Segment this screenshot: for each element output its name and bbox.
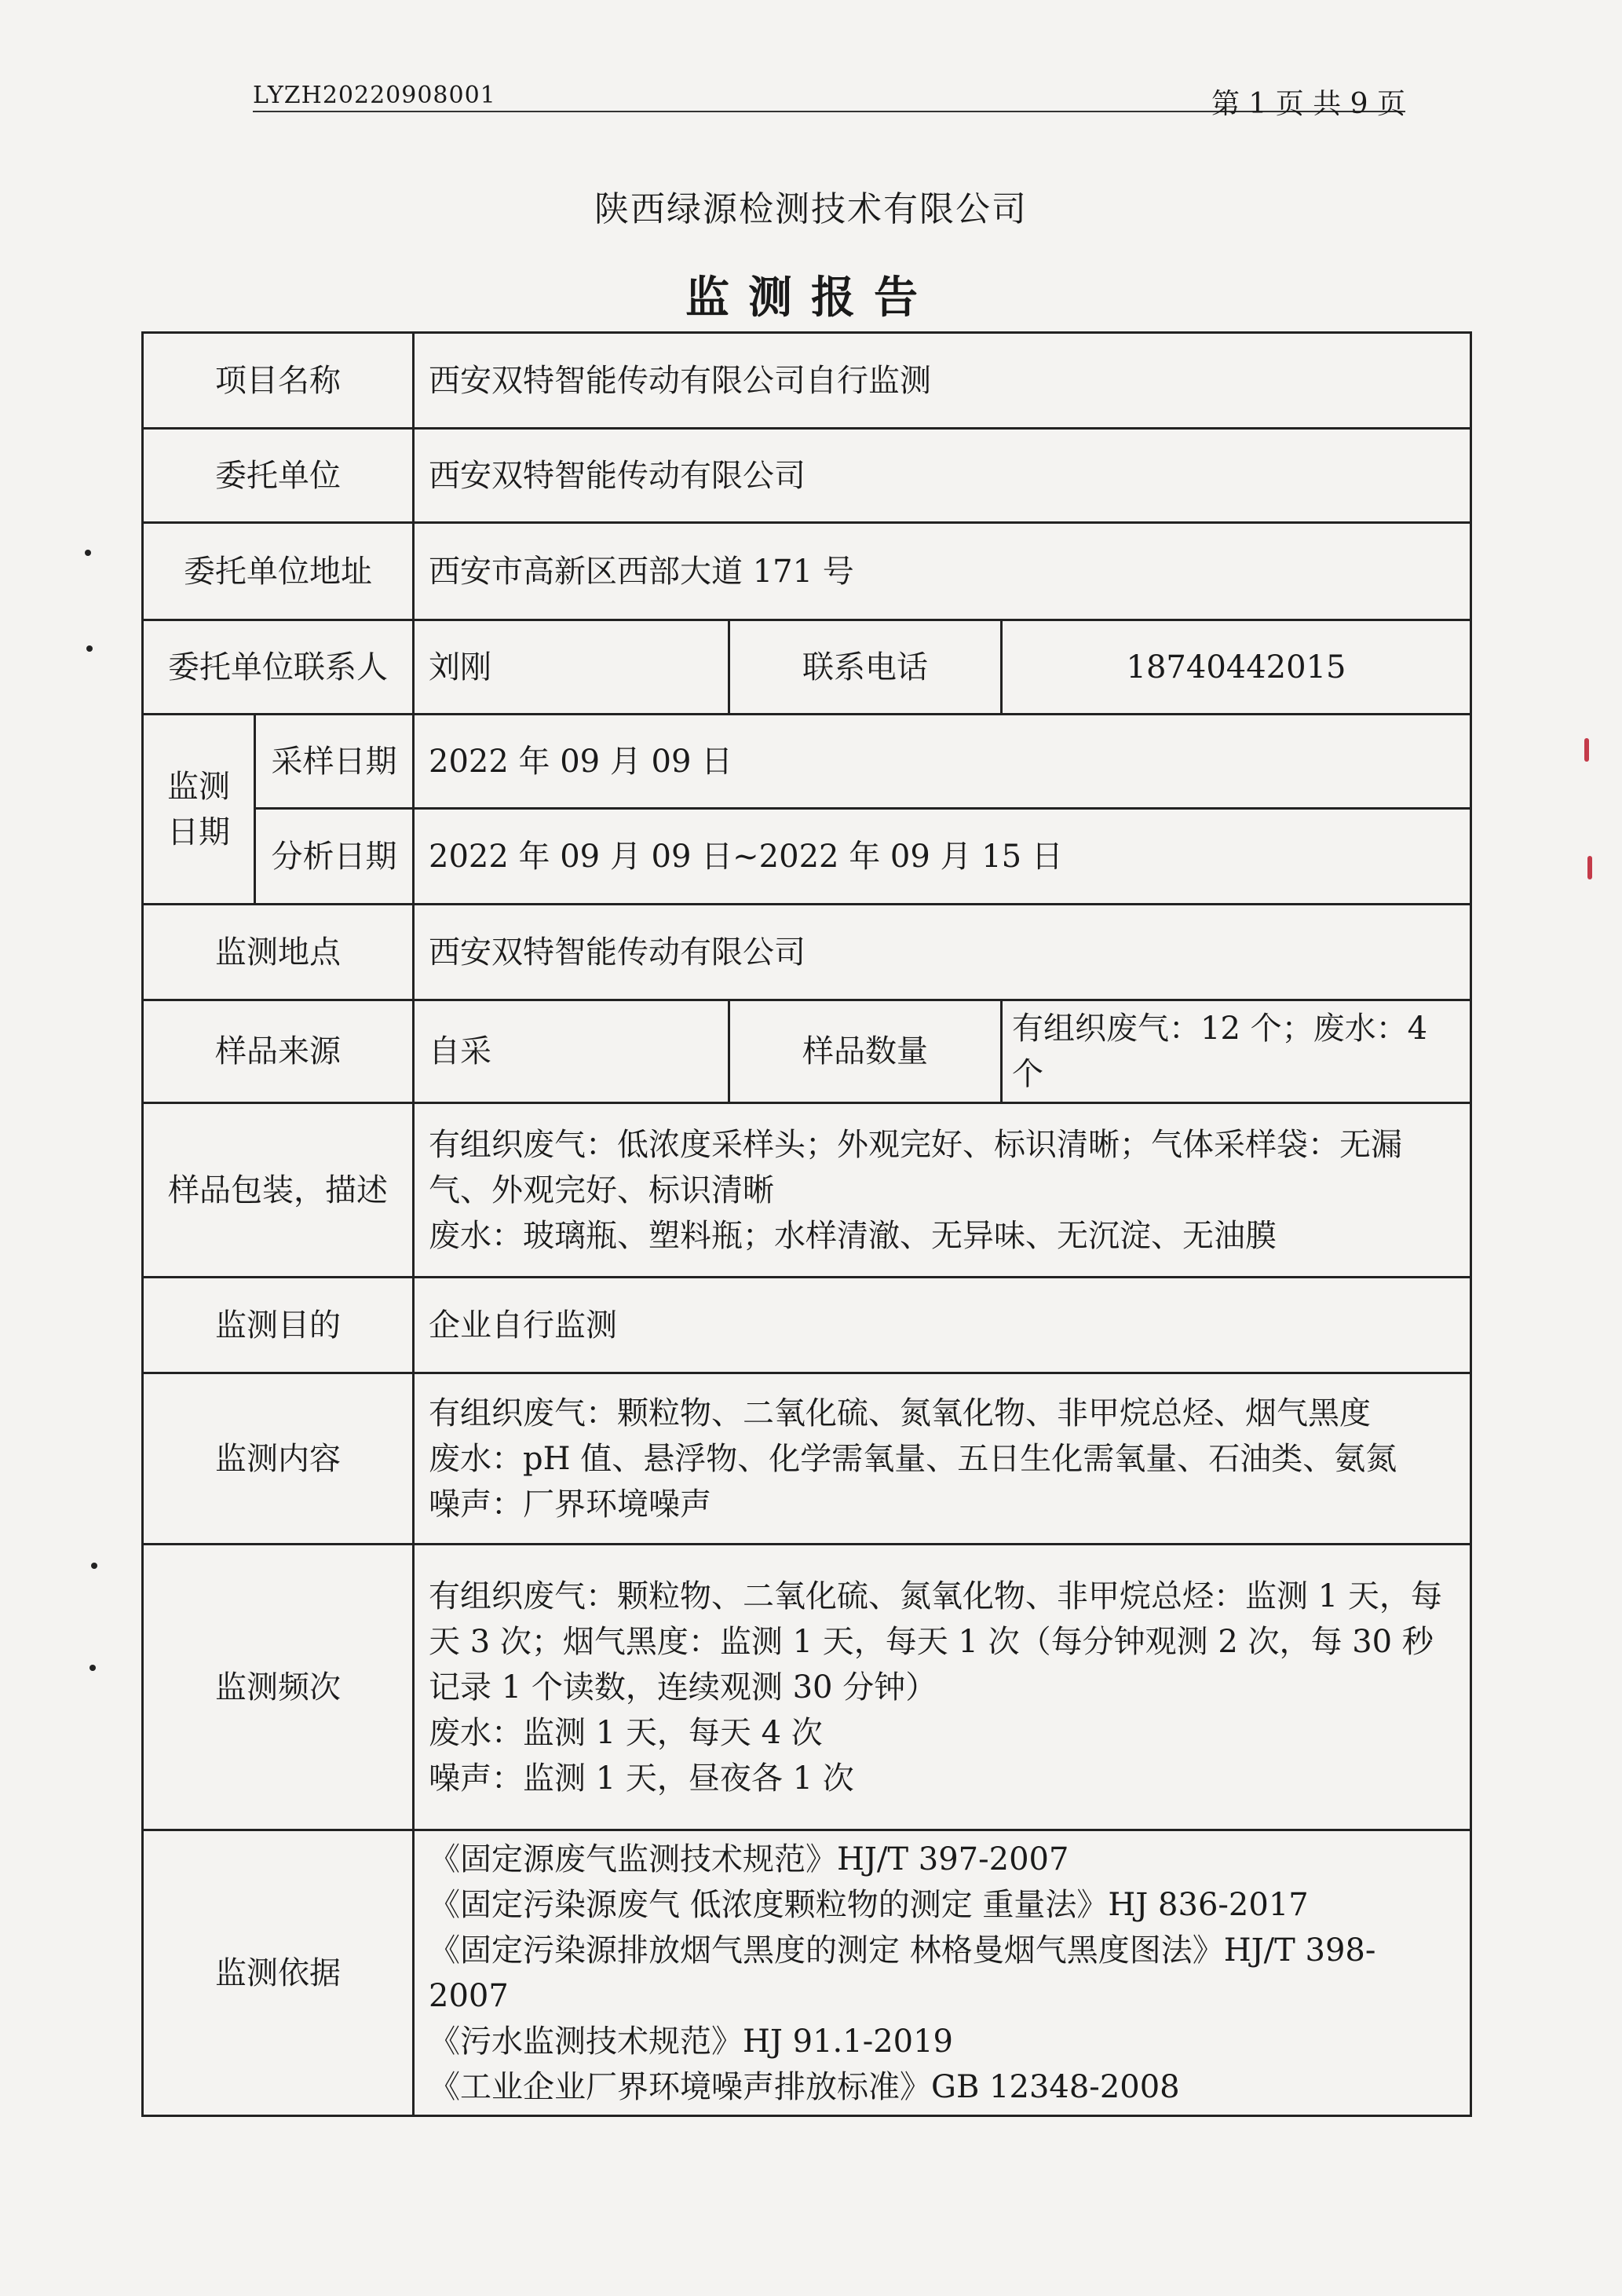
content-line: 有组织废气：颗粒物、二氧化硫、氮氧化物、非甲烷总烃、烟气黑度 xyxy=(429,1395,1371,1431)
row-purpose xyxy=(143,1278,1471,1373)
analysis-date-label: 分析日期 xyxy=(255,809,414,905)
client-address-value: 西安市高新区西部大道 171 号 xyxy=(414,523,1471,620)
basis-line: 《固定污染源排放烟气黑度的测定 林格曼烟气黑度图法》HJ/T 398-2007 xyxy=(429,1932,1376,2014)
client-label: 委托单位 xyxy=(143,429,414,523)
phone-label: 联系电话 xyxy=(729,620,1002,715)
client-value: 西安双特智能传动有限公司 xyxy=(414,429,1471,523)
project-name-value: 西安双特智能传动有限公司自行监测 xyxy=(414,333,1471,429)
sample-qty-value: 有组织废气：12 个；废水：4 个 xyxy=(1002,1000,1471,1103)
row-location xyxy=(143,905,1471,1000)
scan-speck xyxy=(90,1665,96,1671)
location-value: 西安双特智能传动有限公司 xyxy=(414,905,1471,1000)
content-line: 噪声：厂界环境噪声 xyxy=(429,1486,711,1523)
scan-mark xyxy=(1587,856,1592,879)
report-info-table xyxy=(141,331,1472,2117)
purpose-value: 企业自行监测 xyxy=(414,1278,1471,1373)
company-name: 陕西绿源检测技术有限公司 xyxy=(594,189,1028,229)
monitoring-date-label: 监测日期 xyxy=(143,715,255,905)
basis-label: 监测依据 xyxy=(143,1830,414,2116)
row-basis xyxy=(143,1830,1471,2116)
sample-qty-label: 样品数量 xyxy=(729,1000,1002,1103)
project-name-label: 项目名称 xyxy=(143,333,414,429)
basis-line: 《工业企业厂界环境噪声排放标准》GB 12348-2008 xyxy=(429,2068,1180,2105)
packaging-line: 有组织废气：低浓度采样头；外观完好、标识清晰；气体采样袋：无漏气、外观完好、标识清晰 xyxy=(429,1126,1402,1208)
row-sample-source xyxy=(143,1000,1471,1103)
contact-label: 委托单位联系人 xyxy=(143,620,414,715)
scan-speck xyxy=(85,550,91,556)
basis-line: 《固定源废气监测技术规范》HJ/T 397-2007 xyxy=(429,1841,1069,1877)
sample-source-label: 样品来源 xyxy=(143,1000,414,1103)
basis-line: 《污水监测技术规范》HJ 91.1-2019 xyxy=(429,2023,954,2060)
scan-speck xyxy=(91,1563,97,1569)
row-content xyxy=(143,1373,1471,1545)
sample-source-value: 自采 xyxy=(414,1000,729,1103)
basis-value xyxy=(414,1830,1471,2116)
scan-speck xyxy=(86,645,93,652)
row-client-address xyxy=(143,523,1471,620)
row-packaging xyxy=(143,1103,1471,1278)
row-client xyxy=(143,429,1471,523)
basis-line: 《固定污染源废气 低浓度颗粒物的测定 重量法》HJ 836-2017 xyxy=(429,1886,1309,1923)
analysis-date-value: 2022 年 09 月 09 日~2022 年 09 月 15 日 xyxy=(414,809,1471,905)
frequency-line: 噪声：监测 1 天，昼夜各 1 次 xyxy=(429,1760,854,1797)
report-title: 监测报告 xyxy=(685,272,937,324)
sampling-date-label: 采样日期 xyxy=(255,715,414,809)
client-address-label: 委托单位地址 xyxy=(143,523,414,620)
packaging-label: 样品包装，描述 xyxy=(143,1103,414,1278)
row-sampling-date xyxy=(143,715,1471,809)
row-project-name xyxy=(143,333,1471,429)
frequency-label: 监测频次 xyxy=(143,1545,414,1830)
row-analysis-date xyxy=(143,809,1471,905)
row-frequency xyxy=(143,1545,1471,1830)
scan-mark xyxy=(1584,738,1589,762)
location-label: 监测地点 xyxy=(143,905,414,1000)
report-number: LYZH20220908001 xyxy=(253,82,1405,112)
content-line: 废水：pH 值、悬浮物、化学需氧量、五日生化需氧量、石油类、氨氮 xyxy=(429,1440,1397,1477)
frequency-line: 废水：监测 1 天，每天 4 次 xyxy=(429,1714,823,1751)
packaging-line: 废水：玻璃瓶、塑料瓶；水样清澈、无异味、无沉淀、无油膜 xyxy=(429,1217,1277,1254)
packaging-value xyxy=(414,1103,1471,1278)
content-value xyxy=(414,1373,1471,1545)
purpose-label: 监测目的 xyxy=(143,1278,414,1373)
sampling-date-value: 2022 年 09 月 09 日 xyxy=(414,715,1471,809)
contact-value: 刘刚 xyxy=(414,620,729,715)
row-contact xyxy=(143,620,1471,715)
frequency-line: 有组织废气：颗粒物、二氧化硫、氮氧化物、非甲烷总烃：监测 1 天，每天 3 次；烟气黑度：监测 1 天，每天 1 次（每分钟观测 2 次，每 30 秒记录 1 个读数，连续观测 30 分钟） xyxy=(429,1578,1442,1706)
frequency-value xyxy=(414,1545,1471,1830)
content-label: 监测内容 xyxy=(143,1373,414,1545)
phone-value: 18740442015 xyxy=(1002,620,1471,715)
page-indicator: 第 1 页 共 9 页 xyxy=(1211,88,1405,120)
